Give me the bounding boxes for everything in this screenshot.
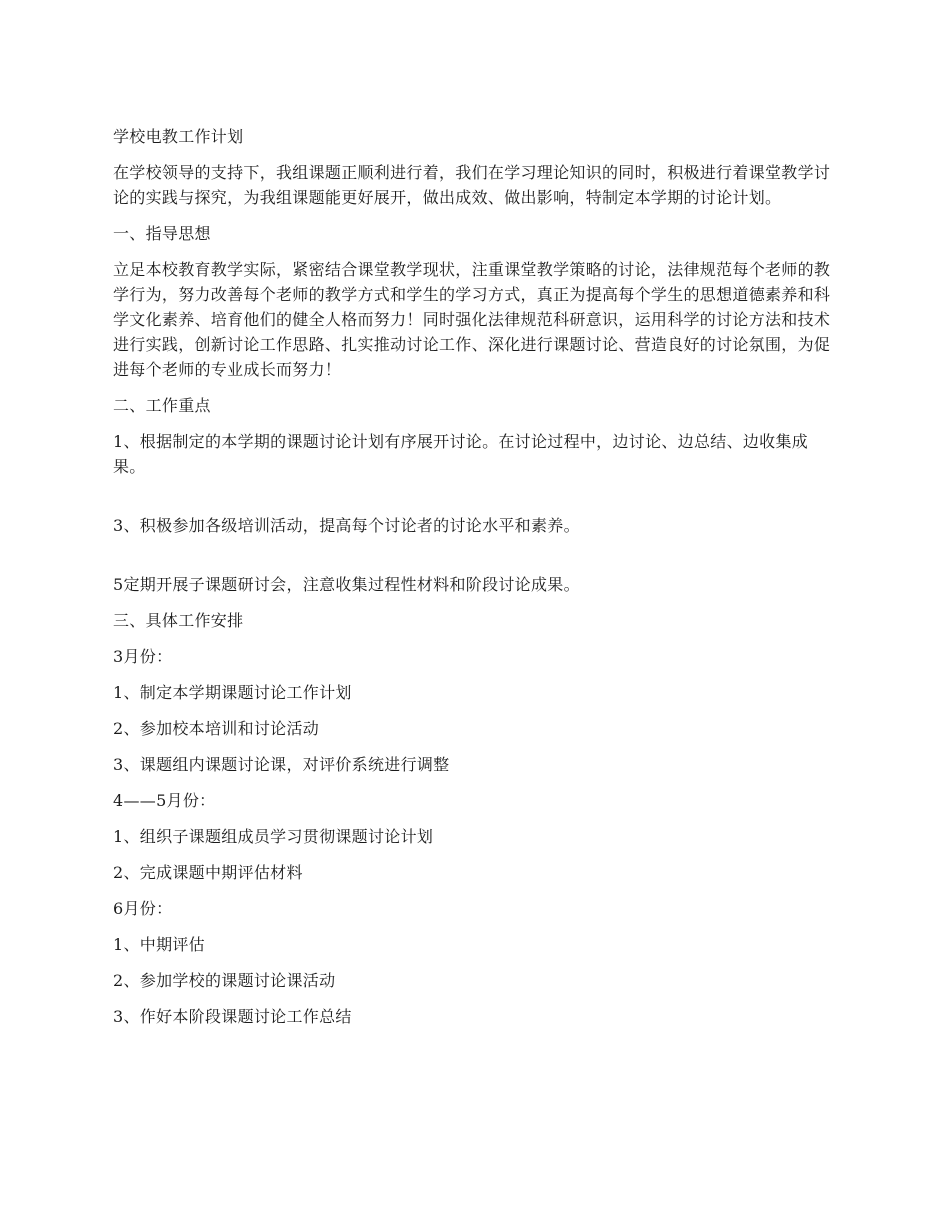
list-item: 3、课题组内课题讨论课，对评价系统进行调整 <box>113 755 450 774</box>
june-heading: 6月份： <box>113 899 173 918</box>
list-item: 3、作好本阶段课题讨论工作总结 <box>113 1007 352 1026</box>
march-heading: 3月份： <box>113 647 173 666</box>
section1-heading: 一、指导思想 <box>113 224 211 243</box>
document-page <box>113 124 839 1040</box>
list-item: 2、参加学校的课题讨论课活动 <box>113 971 336 990</box>
section3-heading: 三、具体工作安排 <box>113 611 244 630</box>
section1-body: 立足本校教育教学实际，紧密结合课堂教学现状，注重课堂教学策略的讨论，法律规范每个老师的教学行为，努力改善每个老师的教学方式和学生的学习方式，真正为提高每个学生的思想道德素养和科学文化素养、培育他们的健全人格而努力！同时强化法律规范科研意识，运用科学的讨论方法和技术进行实践，创新讨论工作思路、扎实推动讨论工作、深化进行课题讨论、营造良好的讨论氛围，为促进每个老师的专业成长而努力！ <box>113 260 831 379</box>
section2-item-1: 1、根据制定的本学期的课题讨论计划有序展开讨论。在讨论过程中，边讨论、边总结、边收集成果。 <box>113 432 809 476</box>
document-title: 学校电教工作计划 <box>113 127 244 146</box>
intro-paragraph: 在学校领导的支持下，我组课题正顺利进行着，我们在学习理论知识的同时，积极进行着课堂教学讨论的实践与探究，为我组课题能更好展开，做出成效、做出影响，特制定本学期的讨论计划。 <box>113 163 831 207</box>
aprmay-heading: 4——5月份： <box>113 791 216 810</box>
list-item: 1、组织子课题组成员学习贯彻课题讨论计划 <box>113 827 434 846</box>
list-item: 2、参加校本培训和讨论活动 <box>113 719 320 738</box>
section2-item-5: 5定期开展子课题研讨会，注意收集过程性材料和阶段讨论成果。 <box>113 575 580 594</box>
list-item: 2、完成课题中期评估材料 <box>113 863 303 882</box>
list-item: 1、中期评估 <box>113 935 205 954</box>
section2-heading: 二、工作重点 <box>113 396 211 415</box>
section2-item-3: 3、积极参加各级培训活动，提高每个讨论者的讨论水平和素养。 <box>113 516 580 535</box>
list-item: 1、制定本学期课题讨论工作计划 <box>113 683 352 702</box>
